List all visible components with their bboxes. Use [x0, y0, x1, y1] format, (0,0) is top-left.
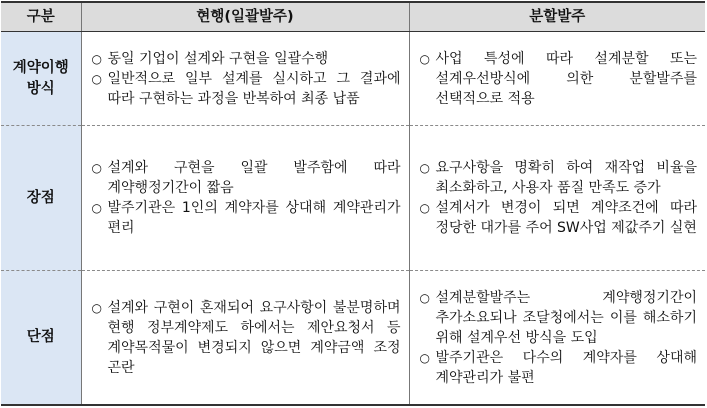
row-label: 단점 [1, 271, 81, 406]
list-item: ○ 동일 기업이 설계와 구현을 일괄수행 [91, 50, 329, 67]
current-cell [81, 126, 409, 271]
bullet-icon: ○ [419, 350, 430, 365]
comparison-table [1, 1, 705, 406]
list-item: ○ 설계와 구현이 혼재되어 요구사항이 불분명하며 현행 정부계약제도 하에서는 제안요청서 등 계약목적물이 변경되지 않으면 계약금액 조정 곤란 [91, 299, 401, 376]
current-cell [81, 271, 409, 406]
list-item: ○ 발주기관은 다수의 계약자를 상대해 계약관리가 불편 [419, 349, 697, 386]
list-item: ○ 설계분할발주는 계약행정기간이 추가소요되나 조달청에서는 이를 해소하기 위해 설계우선 방식을 도입 [419, 289, 697, 346]
list-item: ○ 사업 특성에 따라 설계분할 또는 설계우선방식에 의한 분할발주를 선택적으로 적용 [419, 50, 697, 107]
split-cell [409, 271, 705, 406]
header-split: 분할발주 [409, 2, 705, 32]
header-current: 현행(일괄발주) [81, 2, 409, 32]
row-label: 장점 [1, 126, 81, 271]
list-item: ○ 일반적으로 일부 설계를 실시하고 그 결과에 따라 구현하는 과정을 반복하여 최종 납품 [91, 70, 401, 107]
row-advantages [1, 126, 705, 271]
list-item: ○ 발주기관은 1인의 계약자를 상대해 계약관리가 편리 [91, 200, 401, 236]
bullet-icon: ○ [419, 161, 430, 175]
list-item: ○ 설계서가 변경이 되면 계약조건에 따라 정당한 대가를 주어 SW사업 제값주기 실현 [419, 200, 697, 236]
header-category: 구분 [1, 2, 81, 32]
split-cell [409, 126, 705, 271]
list-item: ○ 요구사항을 명확히 하여 재작업 비율을 최소화하고, 사용자 품질 만족도 증가 [419, 160, 697, 196]
row-disadvantages [1, 271, 705, 406]
split-cell [409, 32, 705, 126]
row-contract-method [1, 32, 705, 126]
row-label: 계약이행 방식 [1, 32, 81, 126]
bullet-icon: ○ [419, 201, 430, 215]
bullet-icon: ○ [91, 300, 102, 315]
bullet-icon: ○ [91, 51, 102, 66]
bullet-icon: ○ [91, 71, 102, 86]
bullet-icon: ○ [419, 51, 430, 66]
header-row [1, 2, 705, 32]
bullet-icon: ○ [91, 201, 102, 215]
bullet-icon: ○ [91, 161, 102, 175]
current-cell [81, 32, 409, 126]
list-item: ○ 설계와 구현을 일괄 발주함에 따라 계약행정기간이 짧음 [91, 160, 401, 196]
bullet-icon: ○ [419, 290, 430, 305]
